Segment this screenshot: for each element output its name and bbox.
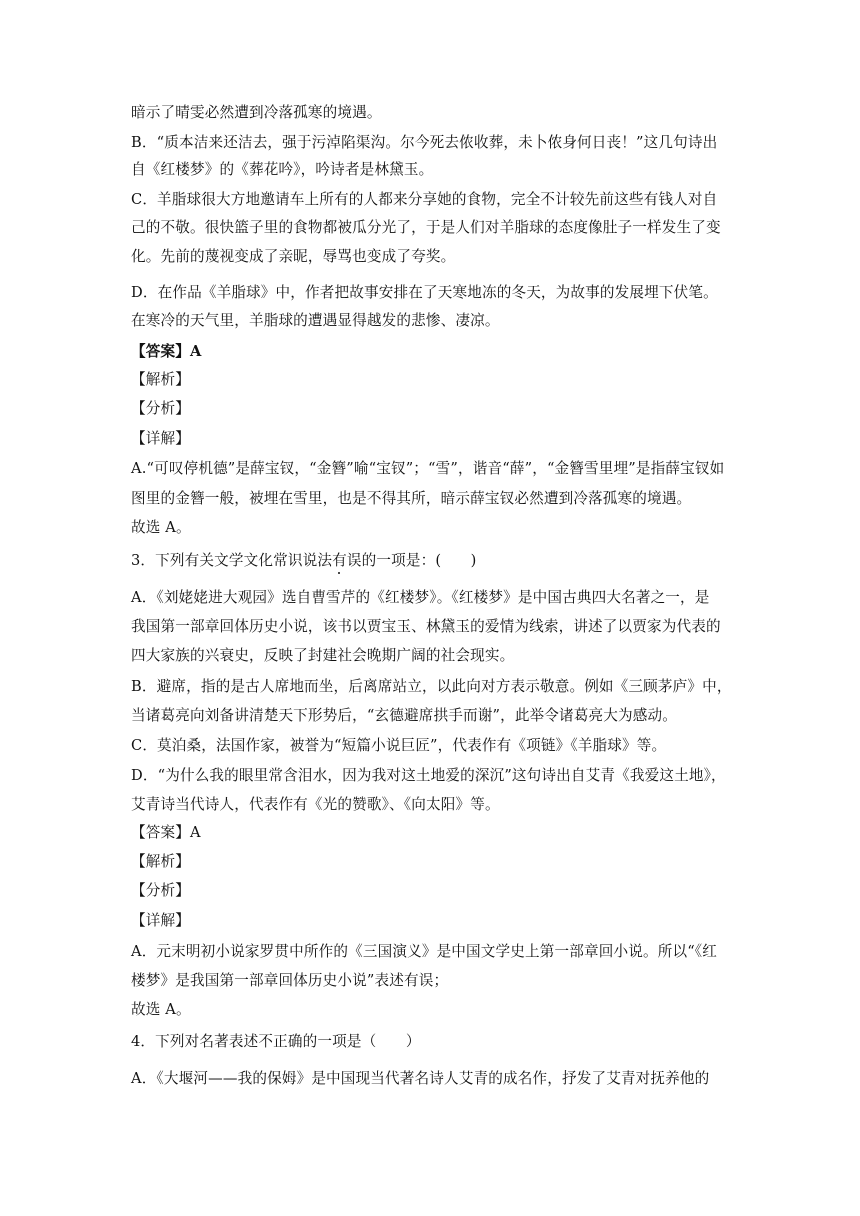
detail-label: 【详解】 xyxy=(131,912,190,929)
analysis-label: 【解析】 xyxy=(131,853,190,870)
conclusion-line: 故选 A。 xyxy=(131,1001,191,1018)
question-3 xyxy=(131,551,741,571)
question-3-text-a: 3．下列有关文学文化常识说法 xyxy=(131,552,333,569)
option-c-line: C．羊脂球很大方地邀请车上所有的人都来分享她的食物，完全不计较先前这些有钱人对自 xyxy=(131,191,718,208)
explanation-line: 图里的金簪一般，被埋在雪里，也是不得其所，暗示薛宝钗必然遭到冷落孤寒的境遇。 xyxy=(131,490,692,507)
explanation-line: A．元末明初小说家罗贯中所作的《三国演义》是中国文学史上第一部章回小说。所以“《红 xyxy=(131,943,718,960)
option-d-line: D．“为什么我的眼里常含泪水，因为我对这土地爱的深沉”这句诗出自艾青《我爱这土地》， xyxy=(131,767,726,784)
question-3-text-b: 误的一项是：( ) xyxy=(346,552,477,569)
option-b-line: B．“质本洁来还洁去，强于污淖陷渠沟。尔今死去侬收葬，未卜侬身何日丧！”这几句诗出 xyxy=(131,134,718,151)
answer-label: 【答案】A xyxy=(131,824,201,841)
option-d-line: D．在作品《羊脂球》中，作者把故事安排在了天寒地冻的冬天，为故事的发展埋下伏笔。 xyxy=(131,284,718,301)
breakdown-label: 【分析】 xyxy=(131,882,190,899)
question-4: 4．下列对名著表述不正确的一项是（ ） xyxy=(131,1033,421,1050)
text-line: 四大家族的兴衰史，反映了封建社会晚期广阔的社会现实。 xyxy=(131,647,515,664)
text-line: 艾青诗当代诗人，代表作有《光的赞歌》、《向太阳》等。 xyxy=(131,796,500,813)
conclusion-line: 故选 A。 xyxy=(131,519,191,536)
option-a-line: A．《刘姥姥进大观园》选自曹雪芹的《红楼梦》。《红楼梦》是中国古典四大名著之一，是 xyxy=(131,589,710,606)
explanation-line: 楼梦》是我国第一部章回体历史小说”表述有误； xyxy=(131,972,449,989)
text-line: 自《红楼梦》的《葬花吟》，吟诗者是林黛玉。 xyxy=(131,161,434,178)
option-c-line: C．莫泊桑，法国作家，被誉为“短篇小说巨匠”，代表作有《项链》《羊脂球》等。 xyxy=(131,737,667,754)
text-line: 在寒冷的天气里，羊脂球的遭遇显得越发的悲惨、凄凉。 xyxy=(131,312,500,329)
text-line: 己的不敬。很快篮子里的食物都被瓜分光了，于是人们对羊脂球的态度像肚子一样发生了变 xyxy=(131,219,721,236)
text-line: 暗示了晴雯必然遭到冷落孤寒的境遇。 xyxy=(131,104,382,121)
text-line: 我国第一部章回体历史小说，该书以贾宝玉、林黛玉的爱情为线索，讲述了以贾家为代表的 xyxy=(131,618,721,635)
option-a-line: A．《大堰河——我的保姆》是中国现当代著名诗人艾青的成名作，抒发了艾青对抚养他的 xyxy=(131,1070,710,1087)
explanation-line: A.“可叹停机德”是薛宝钗，“金簪”喻“宝钗”；“雪”，谐音“薛”，“金簪雪里埋”是指薛宝钗如 xyxy=(131,460,725,477)
breakdown-label: 【分析】 xyxy=(131,400,190,417)
text-line: 化。先前的蔑视变成了亲昵，辱骂也变成了夸奖。 xyxy=(131,248,456,265)
answer-label: 【答案】A xyxy=(131,343,202,360)
analysis-label: 【解析】 xyxy=(131,371,190,388)
option-b-line: B．避席，指的是古人席地而坐，后离席站立，以此向对方表示敬意。例如《三顾茅庐》中， xyxy=(131,678,732,695)
text-line: 当诸葛亮向刘备讲清楚天下形势后，“玄德避席拱手而谢”，此举令诸葛亮大为感动。 xyxy=(131,707,677,724)
emphasis-char: 有 xyxy=(332,552,347,569)
detail-label: 【详解】 xyxy=(131,430,190,447)
